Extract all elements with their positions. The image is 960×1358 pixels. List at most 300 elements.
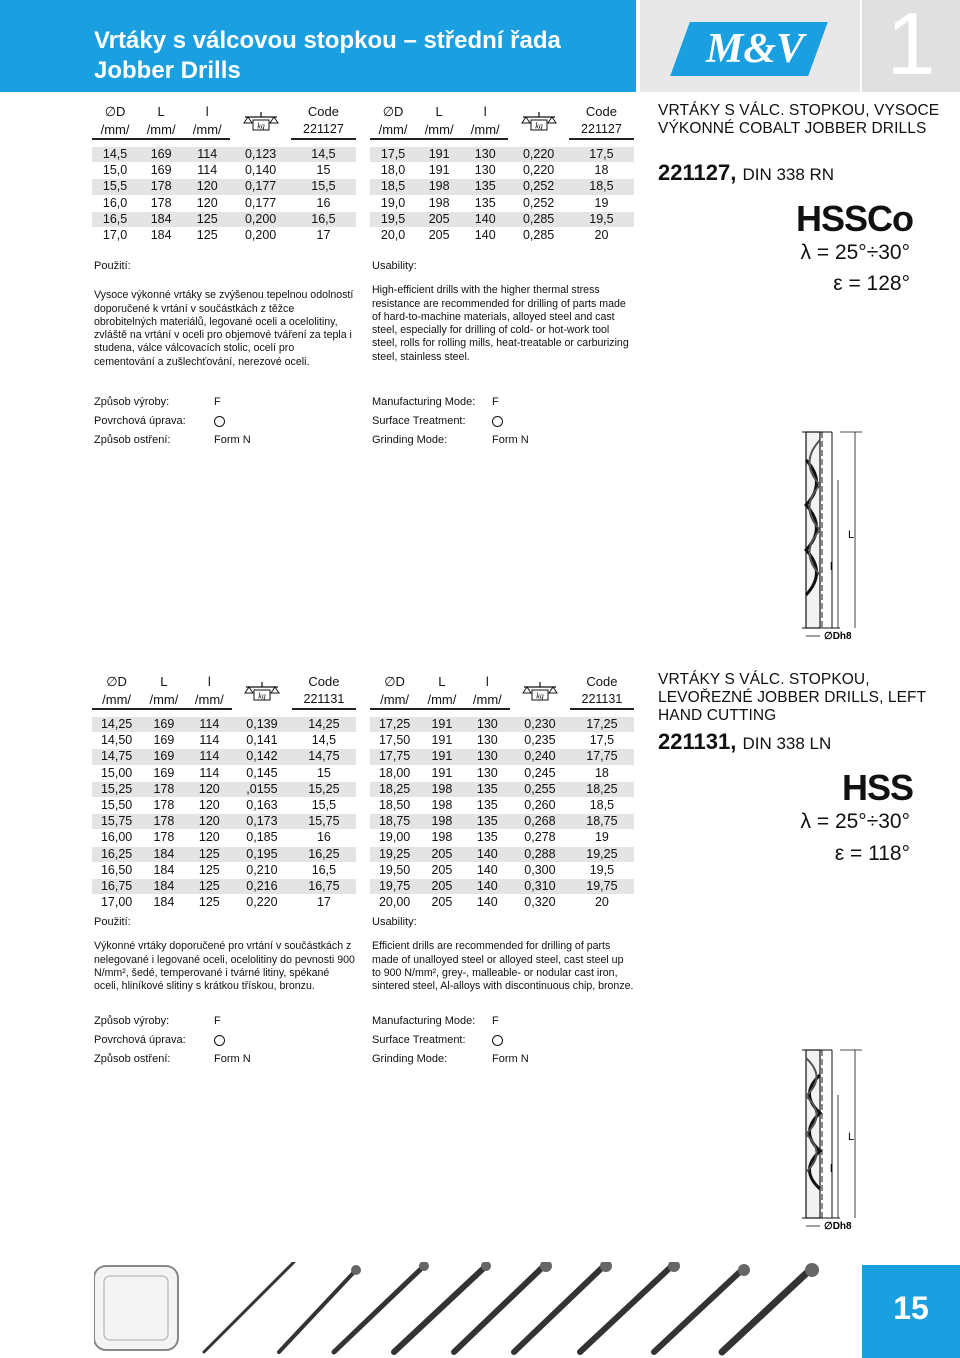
title-line-2: Jobber Drills xyxy=(94,57,241,84)
table-cell: 0,200 xyxy=(230,211,291,227)
material-grade: HSS xyxy=(841,767,913,808)
table-cell: 0,220 xyxy=(508,147,569,163)
table-cell: 18,5 xyxy=(569,179,634,195)
table-cell: 15,50 xyxy=(100,798,133,813)
product-title-221127: VRTÁKY S VÁLC. STOPKOU, VYSOCE VÝKONNÉ COBALT JOBBER DRILLS xyxy=(658,102,940,137)
table-cell: 19,5 xyxy=(569,211,634,227)
table-cell: 17,5 xyxy=(589,733,615,748)
unit-header: /mm/ xyxy=(370,690,419,709)
table-cell: ,0155 xyxy=(232,781,292,797)
table-cell: 17,00 xyxy=(100,895,133,910)
table-cell: 191 xyxy=(419,749,464,765)
column-header: Code xyxy=(308,673,340,689)
table-cell: 15,25 xyxy=(92,781,141,797)
product-code-221127 xyxy=(658,160,918,186)
table-cell: 0,139 xyxy=(232,717,292,733)
table-row xyxy=(92,147,356,163)
table-cell: 198 xyxy=(419,814,464,830)
table-cell: 15,75 xyxy=(92,814,141,830)
table-cell: 16,75 xyxy=(292,878,356,894)
table-cell: 140 xyxy=(474,228,496,243)
table-cell: 198 xyxy=(431,830,453,845)
table-cell: 15,5 xyxy=(311,798,337,813)
table-cell: 20,00 xyxy=(378,895,411,910)
table-row xyxy=(370,846,634,862)
table-cell: 0,278 xyxy=(524,830,556,845)
column-header: l xyxy=(483,103,487,119)
table-cell: 20,0 xyxy=(380,228,406,243)
usage-cz-221131 xyxy=(94,916,356,993)
table-cell: 17 xyxy=(316,895,331,910)
table-cell: 120 xyxy=(187,781,232,797)
column-header: ∅D xyxy=(104,103,126,119)
table-cell: 17,5 xyxy=(569,147,634,163)
weight-header xyxy=(232,672,292,709)
table-cell: 198 xyxy=(416,179,462,195)
table-cell: 18 xyxy=(594,163,609,178)
table-cell: 0,177 xyxy=(244,195,277,210)
table-cell: 135 xyxy=(476,798,498,813)
usage-heading: Usability: xyxy=(372,260,417,272)
table-cell: 125 xyxy=(196,228,218,243)
table-cell: 169 xyxy=(153,733,175,748)
table-cell: 0,140 xyxy=(244,163,277,178)
table-cell: 19,75 xyxy=(370,878,419,894)
table-cell: 169 xyxy=(138,147,184,163)
table-cell: 0,220 xyxy=(522,163,555,178)
column-header: ∅D xyxy=(384,673,405,689)
column-header: L xyxy=(435,103,443,119)
table-cell: 205 xyxy=(416,211,462,227)
column-header: ∅D xyxy=(382,103,404,119)
column-header: ∅D xyxy=(106,673,127,689)
mfg-cz-221127 xyxy=(94,393,356,450)
dim-L-label: L xyxy=(848,1131,855,1143)
table-cell: 114 xyxy=(187,717,232,733)
grinding-label: Způsob ostření: xyxy=(94,1053,171,1065)
table-row xyxy=(370,830,634,846)
unit-header: /mm/ xyxy=(465,690,510,709)
grinding-value: Form N xyxy=(214,434,251,446)
table-cell: 125 xyxy=(187,878,232,894)
dim-L-label: L xyxy=(848,529,855,541)
title-line-1: Vrtáky s válcovou stopkou – střední řada xyxy=(94,27,561,54)
usage-en-221131 xyxy=(372,916,634,993)
table-cell: 0,123 xyxy=(230,147,291,163)
table-cell: 16,5 xyxy=(311,862,337,877)
table-cell: 0,216 xyxy=(232,878,292,894)
din-standard: DIN 338 LN xyxy=(742,734,832,753)
mfg-en-221131 xyxy=(372,1012,634,1069)
unit-header: /mm/ xyxy=(462,120,508,139)
table-cell: 17 xyxy=(316,228,331,243)
table-cell: 0,310 xyxy=(510,878,570,894)
mfg-value: F xyxy=(214,396,221,408)
table-cell: 130 xyxy=(476,765,498,780)
table-cell: 16,25 xyxy=(92,846,141,862)
svg-text:kg: kg xyxy=(536,691,544,700)
unit-header: /mm/ xyxy=(184,120,230,139)
table-row xyxy=(92,830,356,846)
table-cell: 120 xyxy=(198,798,220,813)
table-cell: 20 xyxy=(594,895,609,910)
column-header: Code xyxy=(586,673,618,689)
table-cell: 191 xyxy=(419,717,464,733)
dim-l-label: l xyxy=(830,1163,833,1175)
table-row xyxy=(92,717,356,733)
table-cell: 140 xyxy=(462,211,508,227)
table-cell: 184 xyxy=(138,211,184,227)
ring-icon xyxy=(492,416,503,427)
usage-text: Efficient drills are recommended for drilling of parts made of unalloyed steel or alloyed steel, cast steel up to 900 N/mm², grey-, malleable- or nodular cast iron, sintered steel, Al-alloys with discontinuous chip, bronze. xyxy=(372,940,634,993)
table-cell: 18,25 xyxy=(570,781,634,797)
table-row xyxy=(92,895,356,911)
table-cell: 18,75 xyxy=(370,814,419,830)
usage-text: Vysoce výkonné vrtáky se zvýšenou tepelnou odolností doporučené k vrtání v součástkách z těžce obrobitelných materiálů, legované oceli a ocelolitiny, zvláště na vrtání v oceli pro objemové tváření za tepla i studena, válce válcovacích stolic, ocelí pro cementování a zušlechťování, nerezové oceli. xyxy=(94,289,354,368)
table-cell: 178 xyxy=(150,195,172,210)
surface-label: Povrchová úprava: xyxy=(94,1034,186,1046)
table-cell: 130 xyxy=(465,717,510,733)
table-cell: 19,25 xyxy=(570,846,634,862)
table-row xyxy=(370,195,634,211)
table-cell: 15,75 xyxy=(292,814,356,830)
table-cell: 0,260 xyxy=(524,798,556,813)
table-cell: 19,5 xyxy=(589,862,615,877)
weight-header xyxy=(510,672,570,709)
table-cell: 120 xyxy=(187,814,232,830)
drill-drawing-221127 xyxy=(780,420,880,650)
usage-heading: Použití: xyxy=(94,260,131,272)
table-cell: 19,75 xyxy=(570,878,634,894)
unit-header: /mm/ xyxy=(92,120,138,139)
table-cell: 178 xyxy=(138,179,184,195)
usage-text: High-efficient drills with the higher thermal stress resistance are recommended for drilling of parts made of hard-to-machine materials, alloyed steel and cast steel, especially for drilling of cold- or hot-work tool steel, rolls for rolling mills, heat-treatable or carburizing steel, stainless steel. xyxy=(372,284,629,363)
column-header: l xyxy=(207,673,211,689)
table-cell: 120 xyxy=(184,179,230,195)
table-cell: 0,300 xyxy=(524,862,556,877)
table-cell: 17,50 xyxy=(378,733,411,748)
table-row xyxy=(92,797,356,813)
unit-header: /mm/ xyxy=(138,120,184,139)
column-header: L xyxy=(438,673,446,689)
table-cell: 0,200 xyxy=(244,228,277,243)
table-row xyxy=(370,749,634,765)
table-row xyxy=(92,211,356,227)
grinding-label: Způsob ostření: xyxy=(94,434,171,446)
table-cell: 178 xyxy=(141,781,186,797)
table-cell: 0,185 xyxy=(246,830,278,845)
table-cell: 18,5 xyxy=(370,179,416,195)
weight-kg-icon xyxy=(242,110,280,132)
dim-dh8-label: ∅Dh8 xyxy=(824,631,852,642)
table-cell: 0,142 xyxy=(232,749,292,765)
table-row xyxy=(370,179,634,195)
code-series-header: 221127 xyxy=(291,120,356,139)
unit-header: /mm/ xyxy=(92,690,141,709)
surface-label: Surface Treatment: xyxy=(372,415,466,427)
spec-table-221131-right xyxy=(370,672,634,911)
material-grade: HSSCo xyxy=(795,198,913,239)
mfg-label: Manufacturing Mode: xyxy=(372,1015,476,1027)
table-cell: 125 xyxy=(198,862,220,877)
table-cell: 184 xyxy=(150,228,172,243)
weight-header xyxy=(230,102,291,139)
product-title-221131: VRTÁKY S VÁLC. STOPKOU, LEVOŘEZNÉ JOBBER DRILLS, LEFT HAND CUTTING xyxy=(658,671,926,724)
svg-text:kg: kg xyxy=(534,121,543,130)
table-cell: 18,5 xyxy=(589,798,615,813)
table-cell: 19 xyxy=(594,195,609,210)
table-cell: 0,285 xyxy=(508,211,569,227)
dim-dh8-label: ∅Dh8 xyxy=(824,1221,852,1232)
table-cell: 140 xyxy=(476,862,498,877)
table-cell: 0,285 xyxy=(522,228,555,243)
table-cell: 135 xyxy=(462,179,508,195)
table-cell: 16,25 xyxy=(292,846,356,862)
column-header: Code xyxy=(585,103,617,119)
ring-icon xyxy=(214,1035,225,1046)
table-cell: 140 xyxy=(465,846,510,862)
unit-header: /mm/ xyxy=(419,690,464,709)
table-cell: 114 xyxy=(199,733,220,748)
table-row xyxy=(370,147,634,163)
chapter-number: 1 xyxy=(886,0,936,93)
table-row xyxy=(92,195,356,211)
table-cell: 198 xyxy=(431,798,453,813)
table-cell: 169 xyxy=(150,163,172,178)
usage-en-221127 xyxy=(372,260,634,364)
table-cell: 0,195 xyxy=(232,846,292,862)
weight-kg-icon xyxy=(521,680,559,702)
table-cell: 16 xyxy=(316,195,331,210)
table-cell: 17,5 xyxy=(370,147,416,163)
table-cell: 125 xyxy=(184,211,230,227)
table-row xyxy=(92,163,356,179)
ring-icon xyxy=(214,416,225,427)
table-cell: 135 xyxy=(474,195,496,210)
grinding-value: Form N xyxy=(492,434,529,446)
table-cell: 16,00 xyxy=(100,830,133,845)
table-row xyxy=(370,895,634,911)
code-series-header: 221127 xyxy=(569,120,634,139)
table-cell: 14,75 xyxy=(292,749,356,765)
helix-angle: λ = 25°÷30° xyxy=(800,810,910,833)
table-cell: 191 xyxy=(431,765,453,780)
mfg-cz-221131 xyxy=(94,1012,356,1069)
table-cell: 19,25 xyxy=(370,846,419,862)
table-cell: 205 xyxy=(431,895,453,910)
table-cell: 125 xyxy=(187,846,232,862)
drill-photo-strip xyxy=(94,1262,860,1356)
page-title xyxy=(94,26,561,86)
table-cell: 16,50 xyxy=(100,862,133,877)
table-cell: 0,320 xyxy=(524,895,556,910)
table-cell: 135 xyxy=(476,830,498,845)
unit-header: /mm/ xyxy=(416,120,462,139)
logo: M&V xyxy=(705,26,805,72)
grinding-value: Form N xyxy=(492,1053,529,1065)
table-cell: 0,288 xyxy=(510,846,570,862)
table-cell: 14,25 xyxy=(92,717,141,733)
table-cell: 0,240 xyxy=(510,749,570,765)
table-cell: 18,0 xyxy=(380,163,406,178)
table-cell: 20 xyxy=(594,228,609,243)
table-cell: 16,5 xyxy=(92,211,138,227)
table-cell: 130 xyxy=(462,147,508,163)
weight-kg-icon xyxy=(520,110,558,132)
grinding-value: Form N xyxy=(214,1053,251,1065)
table-row xyxy=(370,862,634,878)
table-cell: 0,235 xyxy=(524,733,556,748)
table-cell: 169 xyxy=(141,717,186,733)
table-cell: 120 xyxy=(198,830,220,845)
table-cell: 120 xyxy=(196,195,218,210)
table-cell: 19 xyxy=(594,830,609,845)
table-row xyxy=(92,846,356,862)
mfg-label: Způsob výroby: xyxy=(94,396,170,408)
table-cell: 15 xyxy=(316,765,331,780)
table-cell: 114 xyxy=(197,163,218,178)
mfg-value: F xyxy=(214,1015,221,1027)
table-cell: 19,50 xyxy=(378,862,411,877)
table-cell: 0,252 xyxy=(522,195,555,210)
table-cell: 0,145 xyxy=(246,765,278,780)
table-row xyxy=(370,814,634,830)
grinding-label: Grinding Mode: xyxy=(372,1053,448,1065)
table-cell: 178 xyxy=(153,830,175,845)
table-cell: 198 xyxy=(419,781,464,797)
weight-kg-icon xyxy=(243,680,281,702)
table-cell: 17,25 xyxy=(570,717,634,733)
column-header: l xyxy=(485,673,489,689)
tool-case-icon xyxy=(94,1266,178,1350)
table-cell: 178 xyxy=(141,814,186,830)
table-cell: 18,50 xyxy=(378,798,411,813)
table-cell: 205 xyxy=(419,846,464,862)
table-cell: 19,5 xyxy=(370,211,416,227)
table-cell: 0,255 xyxy=(510,781,570,797)
surface-label: Surface Treatment: xyxy=(372,1034,466,1046)
table-cell: 135 xyxy=(465,814,510,830)
table-row xyxy=(370,765,634,781)
table-cell: 191 xyxy=(416,147,462,163)
spec-table-221127-left xyxy=(92,102,356,244)
code-series-header: 221131 xyxy=(292,690,356,709)
table-row xyxy=(92,814,356,830)
mfg-label: Způsob výroby: xyxy=(94,1015,170,1027)
table-cell: 184 xyxy=(141,846,186,862)
table-row xyxy=(92,749,356,765)
table-cell: 16,75 xyxy=(92,878,141,894)
mfg-label: Manufacturing Mode: xyxy=(372,396,476,408)
table-row xyxy=(370,163,634,179)
table-cell: 18,00 xyxy=(378,765,411,780)
table-cell: 16,0 xyxy=(102,195,128,210)
table-cell: 114 xyxy=(199,765,220,780)
table-cell: 205 xyxy=(428,228,450,243)
usage-heading: Usability: xyxy=(372,916,417,928)
table-cell: 14,5 xyxy=(291,147,356,163)
table-cell: 184 xyxy=(153,862,175,877)
mfg-value: F xyxy=(492,396,499,408)
table-cell: 14,75 xyxy=(92,749,141,765)
table-cell: 184 xyxy=(141,878,186,894)
table-cell: 19,00 xyxy=(378,830,411,845)
table-cell: 17,25 xyxy=(370,717,419,733)
svg-text:kg: kg xyxy=(258,691,266,700)
table-cell: 17,75 xyxy=(370,749,419,765)
table-row xyxy=(92,878,356,894)
spec-table-221131-left xyxy=(92,672,356,911)
table-cell: 0,210 xyxy=(246,862,278,877)
table-cell: 0,163 xyxy=(246,798,278,813)
table-cell: 178 xyxy=(153,798,175,813)
table-cell: 14,5 xyxy=(311,733,337,748)
table-cell: 0,220 xyxy=(246,895,278,910)
table-cell: 130 xyxy=(465,749,510,765)
column-header: L xyxy=(157,103,165,119)
table-cell: 140 xyxy=(476,895,498,910)
table-row xyxy=(370,227,634,243)
table-cell: 18,75 xyxy=(570,814,634,830)
table-row xyxy=(370,797,634,813)
page-number: 15 xyxy=(893,1290,929,1326)
table-cell: 0,252 xyxy=(508,179,569,195)
column-header: Code xyxy=(307,103,339,119)
table-row xyxy=(370,211,634,227)
unit-header: /mm/ xyxy=(187,690,232,709)
table-cell: 0,245 xyxy=(524,765,556,780)
drill-bits-image xyxy=(204,1262,812,1352)
table-row xyxy=(92,765,356,781)
table-cell: 0,141 xyxy=(246,733,278,748)
code: 221131, xyxy=(658,729,737,754)
table-cell: 0,173 xyxy=(232,814,292,830)
table-cell: 15,25 xyxy=(292,781,356,797)
table-cell: 130 xyxy=(474,163,496,178)
svg-text:kg: kg xyxy=(256,121,265,130)
table-cell: 18 xyxy=(594,765,609,780)
spec-table-221127-right xyxy=(370,102,634,244)
product-code-221131 xyxy=(658,729,918,755)
table-row xyxy=(92,733,356,749)
point-angle: ε = 128° xyxy=(833,272,910,295)
table-cell: 0,230 xyxy=(510,717,570,733)
table-row xyxy=(92,781,356,797)
table-cell: 19,0 xyxy=(380,195,406,210)
table-cell: 15,0 xyxy=(102,163,128,178)
table-row xyxy=(370,878,634,894)
column-header: L xyxy=(160,673,168,689)
table-cell: 114 xyxy=(187,749,232,765)
table-cell: 15 xyxy=(316,163,331,178)
table-cell: 191 xyxy=(428,163,450,178)
mfg-en-221127 xyxy=(372,393,634,450)
table-cell: 0,268 xyxy=(510,814,570,830)
surface-label: Povrchová úprava: xyxy=(94,415,186,427)
table-cell: 169 xyxy=(141,749,186,765)
code-series-header: 221131 xyxy=(570,690,634,709)
point-angle: ε = 118° xyxy=(834,842,910,865)
table-row xyxy=(92,227,356,243)
table-row xyxy=(370,717,634,733)
table-cell: 18,25 xyxy=(370,781,419,797)
column-header: l xyxy=(205,103,209,119)
usage-text: Výkonné vrtáky doporučené pro vrtání v součástkách z nelegované i legované oceli, ocelolitiny do pevnosti 900 N/mm², šedé, temperované i tvárné litiny, spékané oceli, hliníkové slitiny s krátkou třískou, bronzu. xyxy=(94,940,355,993)
table-cell: 205 xyxy=(431,862,453,877)
table-cell: 130 xyxy=(476,733,498,748)
table-cell: 14,25 xyxy=(292,717,356,733)
table-cell: 125 xyxy=(198,895,220,910)
